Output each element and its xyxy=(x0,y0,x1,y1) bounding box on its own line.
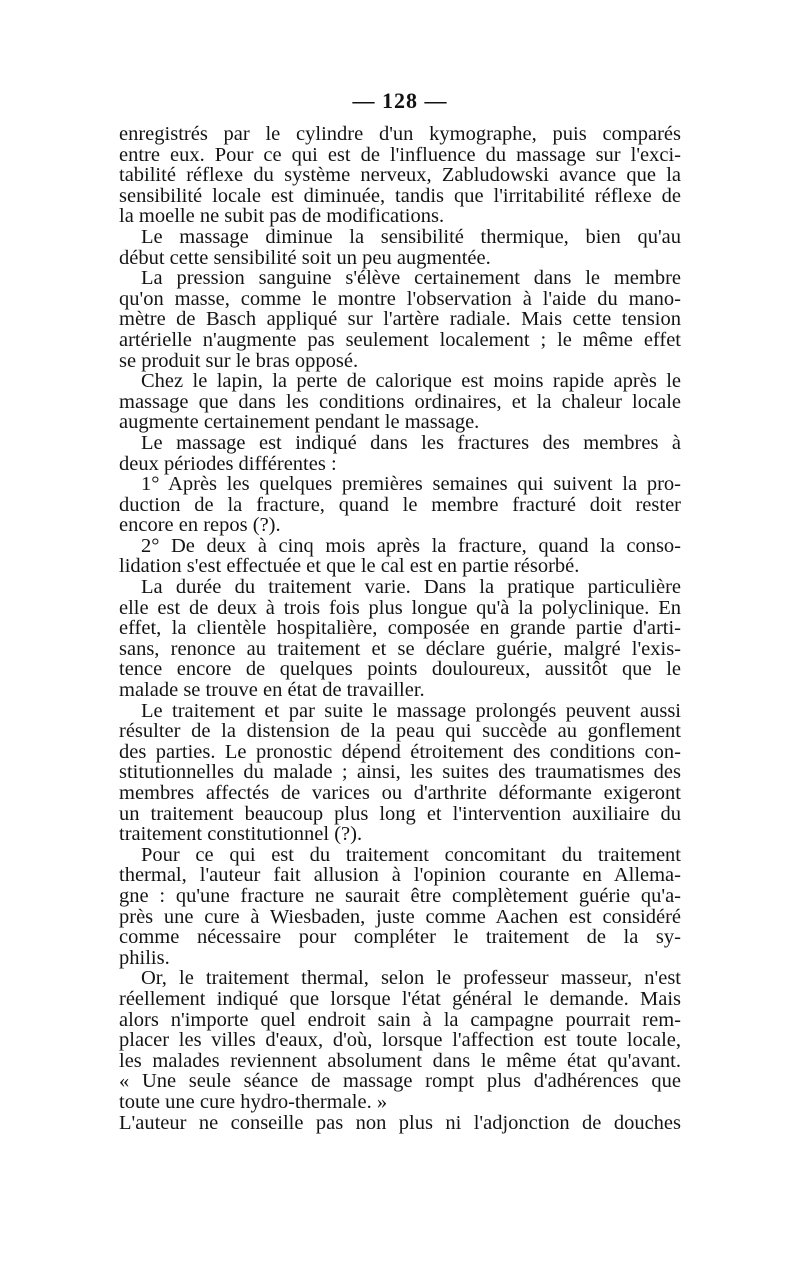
text-line: début cette sensibilité soit un peu augmentée. xyxy=(119,246,491,269)
text-line: philis. xyxy=(119,946,170,969)
text-line: 2° De deux à cinq mois après la fracture, quand la conso- xyxy=(141,534,681,557)
text-line: alors n'importe quel endroit sain à la campagne pourrait rem- xyxy=(119,1008,681,1031)
text-line: un traitement beaucoup plus long et l'intervention auxiliaire du xyxy=(119,802,681,825)
text-line: artérielle n'augmente pas seulement localement ; le même effet xyxy=(119,328,681,351)
text-line: Or, le traitement thermal, selon le professeur masseur, n'est xyxy=(141,967,681,990)
text-line: « Une seule séance de massage rompt plus d'adhérences que xyxy=(119,1070,681,1093)
text-line: malade se trouve en état de travailler. xyxy=(119,679,425,702)
text-line: qu'on masse, comme le montre l'observation à l'aide du mano- xyxy=(119,287,681,310)
text-line: effet, la clientèle hospitalière, composée en grande partie d'arti- xyxy=(119,617,681,640)
text-line: les malades reviennent absolument dans le même état qu'avant. xyxy=(119,1049,681,1072)
body-text xyxy=(119,124,681,1133)
text-line: traitement constitutionnel (?). xyxy=(119,823,363,846)
text-line: se produit sur le bras opposé. xyxy=(119,349,359,372)
text-line: deux périodes différentes : xyxy=(119,452,337,475)
text-line: gne : qu'une fracture ne saurait être complètement guérie qu'a- xyxy=(119,884,681,907)
text-line: placer les villes d'eaux, d'où, lorsque l'affection est toute locale, xyxy=(119,1029,681,1052)
page-number: — 128 — xyxy=(352,88,448,113)
text-line: augmente certainement pendant le massage. xyxy=(119,411,480,434)
text-line: tence encore de quelques points douloureux, aussitôt que le xyxy=(119,658,681,681)
text-line: comme nécessaire pour compléter le traitement de la sy- xyxy=(119,926,681,949)
text-line: La durée du traitement varie. Dans la pratique particulière xyxy=(141,576,681,599)
text-line: réellement indiqué que lorsque l'état général le demande. Mais xyxy=(119,987,681,1010)
text-line: 1° Après les quelques premières semaines qui suivent la pro- xyxy=(141,473,681,496)
text-line: Pour ce qui est du traitement concomitant du traitement xyxy=(141,843,681,866)
text-line: toute une cure hydro-thermale. » xyxy=(119,1090,388,1113)
text-line: la moelle ne subit pas de modifications. xyxy=(119,205,445,228)
text-line: L'auteur ne conseille pas non plus ni l'adjonction de douches xyxy=(119,1111,681,1134)
text-line: massage que dans les conditions ordinaires, et la chaleur locale xyxy=(119,390,681,413)
text-line: mètre de Basch appliqué sur l'artère radiale. Mais cette tension xyxy=(119,308,681,331)
text-line: des parties. Le pronostic dépend étroitement des conditions con- xyxy=(119,740,681,763)
text-line: stitutionnelles du malade ; ainsi, les suites des traumatismes des xyxy=(119,761,681,784)
text-line: elle est de deux à trois fois plus longue qu'à la polyclinique. En xyxy=(119,596,681,619)
text-line: Le traitement et par suite le massage prolongés peuvent aussi xyxy=(141,699,681,722)
text-line: Chez le lapin, la perte de calorique est moins rapide après le xyxy=(141,370,681,393)
text-line: encore en repos (?). xyxy=(119,514,281,537)
text-line: Le massage est indiqué dans les fractures des membres à xyxy=(141,431,681,454)
text-line: sensibilité locale est diminuée, tandis que l'irritabilité réflexe de xyxy=(119,184,681,207)
text-line: entre eux. Pour ce qui est de l'influence du massage sur l'exci- xyxy=(119,143,681,166)
text-line: sans, renonce au traitement et se déclare guérie, malgré l'exis- xyxy=(119,637,681,660)
text-line: enregistrés par le cylindre d'un kymographe, puis comparés xyxy=(119,123,681,145)
text-line: duction de la fracture, quand le membre fracturé doit rester xyxy=(119,493,681,516)
text-line: près une cure à Wiesbaden, juste comme Aachen est considéré xyxy=(119,905,681,928)
text-line: Le massage diminue la sensibilité thermique, bien qu'au xyxy=(141,225,681,248)
text-line: La pression sanguine s'élève certainement dans le membre xyxy=(141,267,681,290)
text-line: tabilité réflexe du système nerveux, Zabludowski avance que la xyxy=(119,164,681,187)
text-line: résulter de la distension de la peau qui succède au gonflement xyxy=(119,720,681,743)
text-line: lidation s'est effectuée et que le cal est en partie résorbé. xyxy=(119,555,580,578)
text-line: membres affectés de varices ou d'arthrite déformante exigeront xyxy=(119,782,681,804)
text-line: thermal, l'auteur fait allusion à l'opinion courante en Allema- xyxy=(119,864,681,887)
